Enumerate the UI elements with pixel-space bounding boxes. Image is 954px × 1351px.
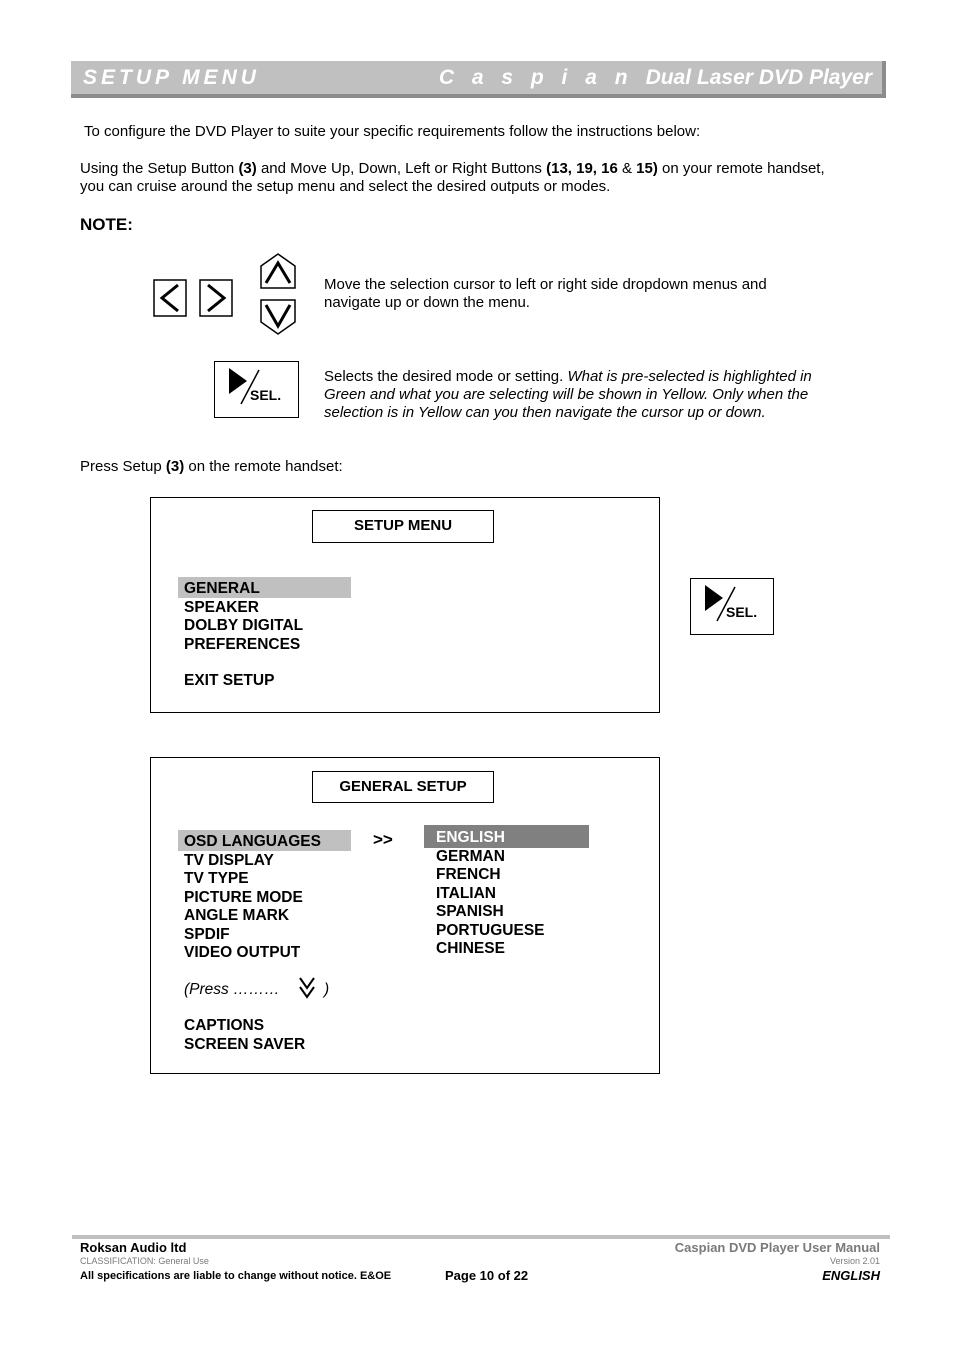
language-option-german[interactable]: GERMAN bbox=[436, 847, 505, 865]
page-header bbox=[71, 61, 886, 98]
note-label: NOTE: bbox=[80, 215, 133, 234]
setup-menu-item-exit[interactable]: EXIT SETUP bbox=[184, 672, 275, 689]
press-setup-bold: (3) bbox=[165, 458, 185, 475]
using-bold-2: (13, 19, 16 bbox=[546, 160, 618, 177]
select-note-italic3: selection is in Yellow can you then navigate the cursor up or down. bbox=[324, 404, 766, 421]
product-title bbox=[439, 66, 872, 90]
setup-menu-screen bbox=[150, 497, 660, 713]
product-name-spaced: C a s p i a n bbox=[438, 66, 634, 89]
general-setup-screen bbox=[150, 757, 660, 1074]
right-arrow-icon bbox=[200, 280, 232, 316]
left-right-arrow-icons bbox=[150, 276, 240, 322]
select-note-normal: Selects the desired mode or setting. bbox=[324, 368, 568, 385]
using-bold-1: (3) bbox=[238, 160, 257, 177]
intro-text: To configure the DVD Player to suite your specific requirements follow the instructions below: bbox=[84, 123, 701, 140]
setup-menu-item-general[interactable]: GENERAL bbox=[184, 580, 260, 597]
general-item-video-output[interactable]: VIDEO OUTPUT bbox=[184, 944, 301, 961]
nav-note-line1: Move the selection cursor to left or right side dropdown menus and bbox=[324, 276, 767, 293]
up-down-arrow-icons bbox=[255, 252, 301, 338]
general-item-picture-mode[interactable]: PICTURE MODE bbox=[184, 888, 303, 906]
select-note-italic2: Green and what you are selecting will be shown in Yellow. Only when the bbox=[324, 386, 809, 403]
using-bold-3: 15) bbox=[636, 160, 658, 177]
up-arrow-icon bbox=[261, 254, 295, 288]
sel-label: SEL. bbox=[250, 387, 282, 403]
footer-company: Roksan Audio ltd bbox=[80, 1240, 187, 1255]
general-item-captions[interactable]: CAPTIONS bbox=[184, 1017, 265, 1034]
setup-menu-item-preferences[interactable]: PREFERENCES bbox=[184, 635, 301, 653]
general-setup-title: GENERAL SETUP bbox=[312, 771, 494, 803]
select-note-italic1: What is pre-selected is highlighted in bbox=[567, 368, 812, 385]
press-setup-text-2: on the remote handset: bbox=[184, 458, 343, 475]
general-item-tv-type[interactable]: TV TYPE bbox=[184, 870, 249, 887]
press-setup-text-1: Press Setup bbox=[80, 458, 166, 475]
select-button-icon-2 bbox=[690, 578, 774, 635]
setup-menu-item-dolby-digital[interactable]: DOLBY DIGITAL bbox=[184, 617, 304, 634]
footer-manual-title: Caspian DVD Player User Manual bbox=[674, 1240, 880, 1255]
footer-classification: CLASSIFICATION: General Use bbox=[80, 1256, 209, 1266]
double-chevron-down-icon bbox=[297, 976, 317, 1002]
press-hint-open: (Press ……… bbox=[184, 981, 280, 998]
language-option-portuguese[interactable]: PORTUGUESE bbox=[436, 921, 545, 939]
left-arrow-icon bbox=[154, 280, 186, 316]
general-item-tv-display[interactable]: TV DISPLAY bbox=[184, 851, 274, 869]
press-setup-text bbox=[80, 458, 343, 476]
sel-label-2: SEL. bbox=[726, 604, 758, 620]
general-item-spdif[interactable]: SPDIF bbox=[184, 925, 230, 943]
using-text-4: on your remote handset, bbox=[657, 160, 825, 177]
language-option-spanish[interactable]: SPANISH bbox=[436, 903, 504, 920]
press-hint-close: ) bbox=[324, 981, 330, 998]
section-title: SETUP MENU bbox=[83, 66, 260, 89]
select-note bbox=[324, 368, 884, 422]
footer-language: ENGLISH bbox=[822, 1268, 880, 1283]
nav-note-line2: navigate up or down the menu. bbox=[324, 294, 530, 311]
language-option-english[interactable]: ENGLISH bbox=[436, 829, 505, 846]
general-item-screen-saver[interactable]: SCREEN SAVER bbox=[184, 1035, 306, 1053]
using-text-3: & bbox=[617, 160, 637, 177]
down-arrow-icon bbox=[261, 300, 295, 334]
language-option-italian[interactable]: ITALIAN bbox=[436, 884, 496, 902]
language-option-chinese[interactable]: CHINESE bbox=[436, 940, 505, 957]
footer-divider bbox=[72, 1235, 890, 1239]
using-text-line2: you can cruise around the setup menu and select the desired outputs or modes. bbox=[80, 178, 611, 195]
submenu-arrow: >> bbox=[373, 830, 393, 849]
product-name-rest: Dual Laser DVD Player bbox=[645, 66, 872, 89]
using-paragraph bbox=[80, 160, 890, 196]
select-button-icon bbox=[214, 361, 299, 418]
nav-note bbox=[324, 276, 767, 312]
footer-version: Version 2.01 bbox=[829, 1256, 880, 1266]
footer-disclaimer: All specifications are liable to change without notice. E&OE bbox=[80, 1270, 392, 1282]
setup-menu-item-speaker[interactable]: SPEAKER bbox=[184, 598, 259, 616]
using-text-2: and Move Up, Down, Left or Right Buttons bbox=[256, 160, 547, 177]
footer-page-number: Page 10 of 22 bbox=[445, 1268, 529, 1283]
general-item-osd-languages[interactable]: OSD LANGUAGES bbox=[184, 833, 321, 850]
setup-menu-title: SETUP MENU bbox=[312, 510, 494, 543]
general-item-angle-mark[interactable]: ANGLE MARK bbox=[184, 907, 290, 924]
using-text-1: Using the Setup Button bbox=[80, 160, 239, 177]
language-option-french[interactable]: FRENCH bbox=[436, 866, 501, 883]
